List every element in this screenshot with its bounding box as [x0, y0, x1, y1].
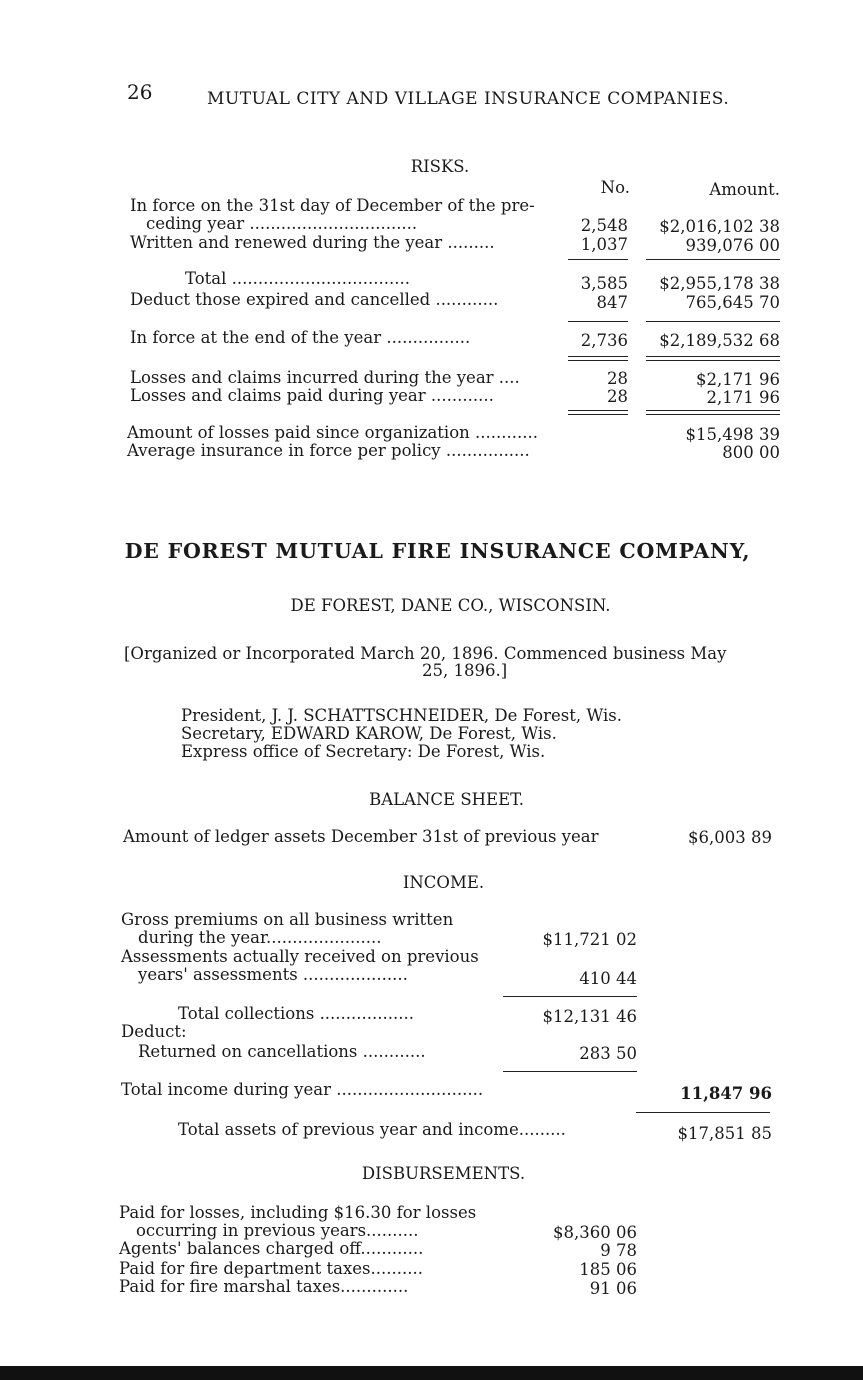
company-name: DE FOREST MUTUAL FIRE INSURANCE COMPANY, — [124, 539, 751, 563]
disb-agents-amount: 9 78 — [600, 1241, 637, 1260]
risks-row-amount: $2,016,102 38 — [659, 217, 780, 236]
double-rule — [646, 410, 780, 415]
double-rule — [646, 356, 780, 361]
risks-row-amount: 939,076 00 — [685, 236, 780, 255]
disb-losses-label-cont: occurring in previous years.......... — [136, 1221, 419, 1240]
risks-row-amount: $15,498 39 — [685, 425, 780, 444]
rule — [568, 321, 628, 322]
risks-row-amount: 2,171 96 — [706, 388, 780, 407]
officer-express-office: Express office of Secretary: De Forest, Wis. — [181, 742, 546, 761]
risks-row-amount: $2,189,532 68 — [659, 331, 780, 350]
page-number: 26 — [127, 80, 153, 104]
total-collections-amount: $12,131 46 — [542, 1007, 637, 1026]
risks-row-label: Losses and claims incurred during the year .... — [130, 368, 520, 387]
risks-row-label: Total .................................. — [185, 269, 410, 288]
rule — [646, 259, 780, 260]
risks-row-no: 2,736 — [580, 331, 628, 350]
disb-losses-label: Paid for losses, including $16.30 for losses — [119, 1203, 477, 1222]
income-assessments-label: Assessments actually received on previous — [121, 947, 479, 966]
risks-row-label: Amount of losses paid since organization ............ — [127, 423, 538, 442]
income-gross-label-cont: during the year...................... — [138, 928, 382, 947]
disb-agents-label: Agents' balances charged off............ — [119, 1239, 424, 1258]
disb-fire-marshal-amount: 91 06 — [589, 1279, 637, 1298]
ledger-assets-amount: $6,003 89 — [688, 828, 772, 847]
organized-line-1: [Organized or Incorporated March 20, 1896. Commenced business May — [124, 644, 727, 663]
risks-row-label: Deduct those expired and cancelled ............ — [130, 290, 499, 309]
risks-row-no: 3,585 — [580, 274, 628, 293]
disb-fire-dept-label: Paid for fire department taxes.......... — [119, 1259, 423, 1278]
rule — [503, 996, 637, 997]
risks-row-no: 28 — [607, 387, 628, 406]
rule — [503, 1071, 637, 1072]
risks-row-label: In force on the 31st day of December of the pre- — [130, 196, 535, 215]
officer-president: President, J. J. SCHATTSCHNEIDER, De Forest, Wis. — [181, 706, 622, 725]
returned-cancellations-amount: 283 50 — [579, 1044, 637, 1063]
total-assets-amount: $17,851 85 — [677, 1124, 772, 1143]
risks-row-amount: 765,645 70 — [685, 293, 780, 312]
risks-row-amount: $2,955,178 38 — [659, 274, 780, 293]
officer-secretary: Secretary, EDWARD KAROW, De Forest, Wis. — [181, 724, 557, 743]
income-gross-amount: $11,721 02 — [542, 930, 637, 949]
income-gross-label: Gross premiums on all business written — [121, 910, 454, 929]
returned-cancellations-label: Returned on cancellations ............ — [138, 1042, 426, 1061]
income-title: INCOME. — [402, 873, 485, 892]
total-assets-label: Total assets of previous year and income......... — [178, 1120, 566, 1139]
scan-bottom-edge — [0, 1366, 863, 1380]
organized-line-2: 25, 1896.] — [422, 661, 508, 680]
risks-row-label: Average insurance in force per policy ................ — [127, 441, 530, 460]
risks-row-no: 28 — [607, 369, 628, 388]
risks-title: RISKS. — [410, 157, 470, 176]
income-assessments-amount: 410 44 — [579, 969, 637, 988]
risks-row-amount: 800 00 — [722, 443, 780, 462]
double-rule — [568, 356, 628, 361]
rule — [568, 259, 628, 260]
total-income-label: Total income during year ............................ — [121, 1080, 484, 1099]
double-rule — [568, 410, 628, 415]
risks-row-label: Losses and claims paid during year ............ — [130, 386, 494, 405]
company-location: DE FOREST, DANE CO., WISCONSIN. — [290, 596, 611, 615]
disbursements-title: DISBURSEMENTS. — [361, 1164, 526, 1183]
rule — [636, 1112, 770, 1113]
risks-row-no: 847 — [596, 293, 628, 312]
deduct-label: Deduct: — [121, 1022, 187, 1041]
risks-col-no: No. — [600, 178, 630, 197]
disb-fire-marshal-label: Paid for fire marshal taxes............. — [119, 1277, 409, 1296]
risks-row-amount: $2,171 96 — [696, 370, 780, 389]
risks-col-amount: Amount. — [709, 180, 780, 199]
rule — [646, 321, 780, 322]
total-income-amount: 11,847 96 — [680, 1084, 772, 1103]
disb-fire-dept-amount: 185 06 — [579, 1260, 637, 1279]
running-title: MUTUAL CITY AND VILLAGE INSURANCE COMPANIES. — [207, 89, 730, 109]
risks-row-label: ceding year ................................ — [146, 214, 418, 233]
disb-losses-amount: $8,360 06 — [553, 1223, 637, 1242]
total-collections-label: Total collections .................. — [178, 1004, 414, 1023]
risks-row-no: 1,037 — [580, 235, 628, 254]
risks-row-label: Written and renewed during the year ......... — [130, 233, 495, 252]
ledger-assets-label: Amount of ledger assets December 31st of previous year — [123, 827, 599, 846]
risks-row-label: In force at the end of the year ................ — [130, 328, 471, 347]
risks-row-no: 2,548 — [580, 216, 628, 235]
income-assessments-label-cont: years' assessments .................... — [138, 965, 408, 984]
balance-sheet-title: BALANCE SHEET. — [369, 790, 524, 809]
